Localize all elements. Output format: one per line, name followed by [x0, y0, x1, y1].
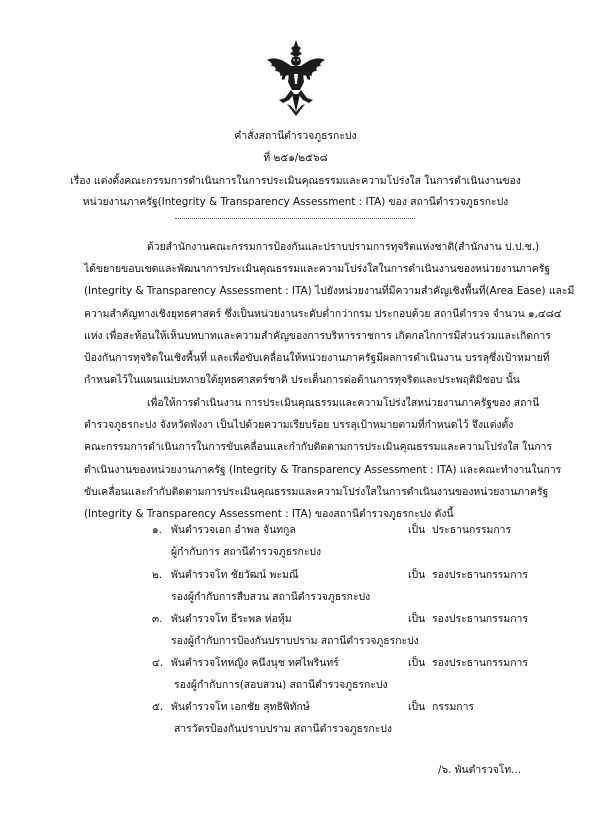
- paragraph2-line: คณะกรรมการดำเนินการในการขับเคลื่อนและกำกับติดตามการประเมินคุณธรรมและความโปร่งใส ในการ: [84, 441, 553, 453]
- garuda-emblem-icon: [265, 38, 327, 118]
- member-number: ๔.: [152, 657, 164, 669]
- member-name: พันตำรวจโทหญิง คนึงนุช ทศไพรินทร์: [171, 657, 339, 669]
- order-title: คำสั่งสถานีตำรวจภูธรกะปง: [234, 130, 357, 142]
- member-position: กรรมการ: [432, 701, 475, 713]
- member-number: ๓.: [152, 613, 163, 625]
- member-position: รองประธานกรรมการ: [432, 613, 528, 625]
- member-name: พันตำรวจโท ชัยวัฒน์ พะมณี: [171, 569, 299, 581]
- member-position: รองประธานกรรมการ: [432, 657, 528, 669]
- paragraph1-line: แห่ง เพื่อสะท้อนให้เห็นบทบาทและความสำคัญของการบริหารราชการ เกิดกลไกการมีส่วนร่วมและเกิดการ: [84, 330, 551, 342]
- member-name: พันตำรวจโท เอกชัย สุทธิพิทักษ์: [171, 701, 310, 713]
- paragraph1-line: ได้ขยายขอบเขตและพัฒนาการประเมินคุณธรรมและความโปร่งใสในการดำเนินงานของหน่วยงานภาครัฐ: [84, 263, 551, 275]
- order-number: ที่ ๒๕๑/๒๕๖๘: [263, 152, 328, 164]
- paragraph1-line: ป้องกันการทุจริตในเชิงพื้นที่ และเพื่อขับเคลื่อนให้หน่วยงานภาครัฐมีผลการดำเนินงาน บรรลุซึ่งเป้าหมายที่: [84, 352, 550, 364]
- member-position: รองประธานกรรมการ: [432, 569, 528, 581]
- member-role-prefix: เป็น: [408, 657, 426, 669]
- member-role-prefix: เป็น: [408, 524, 426, 536]
- paragraph1-line: ด้วยสำนักงานคณะกรรมการป้องกันและปราบปรามการทุจริตแห่งชาติ(สำนักงาน ป.ป.ช.): [147, 241, 540, 253]
- paragraph1-line: กำหนดไว้ในแผนแม่บทภายใต้ยุทธศาสตร์ชาติ ประเด็นการต่อต้านการทุจริตและประพฤติมิชอบ นั้น: [84, 374, 520, 386]
- member-role: รองผู้กำกับการสืบสวน สถานีตำรวจภูธรกะปง: [171, 591, 371, 603]
- paragraph2-line: ดำเนินงานของหน่วยงานภาครัฐ (Integrity & Transparency Assessment : ITA) และคณะทำงานในการ: [84, 464, 562, 476]
- paragraph2-line: (Integrity & Transparency Assessment : ITA) ของสถานีตำรวจภูธรกะปง ดังนี้: [84, 508, 454, 520]
- paragraph1-line: ความสำคัญทางเชิงยุทธศาสตร์ ซึ่งเป็นหน่วยงานระดับต่ำกว่ากรม ประกอบด้วย สถานีตำรวจ จำนวน ๑,๔๘๔: [84, 308, 562, 320]
- member-number: ๒.: [152, 569, 163, 581]
- member-role-prefix: เป็น: [408, 613, 426, 625]
- member-role: สารวัตรป้องกันปราบปราม สถานีตำรวจภูธรกะปง: [174, 723, 392, 735]
- member-position: ประธานกรรมการ: [432, 524, 512, 536]
- member-role: รองผู้กำกับการ(สอบสวน) สถานีตำรวจภูธรกะปง: [174, 679, 388, 691]
- member-name: พันตำรวจโท ธีระพล ห่อหุ้ม: [171, 613, 292, 625]
- member-number: ๕.: [152, 701, 164, 713]
- member-role: รองผู้กำกับการป้องกันปราบปราม สถานีตำรวจภูธรกะปง: [171, 635, 419, 647]
- member-name: พันตำรวจเอก อำพล จันทกูล: [171, 524, 296, 536]
- paragraph2-line: เพื่อให้การดำเนินงาน การประเมินคุณธรรมและความโปร่งใสหน่วยงานภาครัฐของ สถานี: [147, 397, 540, 409]
- continuation-marker: /๖. พันตำรวจโท...: [438, 764, 522, 776]
- paragraph2-line: ขับเคลื่อนและกำกับติดตามการประเมินคุณธรรมและความโปร่งใสในการดำเนินงานของหน่วยงานภาครัฐ: [84, 486, 549, 498]
- subject-line-1: เรื่อง แต่งตั้งคณะกรรมการดำเนินการในการประเมินคุณธรรมและความโปร่งใส ในการดำเนินงานของ: [70, 175, 521, 187]
- paragraph2-line: ตำรวจภูธรกะปง จังหวัดพังงา เป็นไปด้วยความเรียบร้อย บรรลุเป้าหมายตามที่กำหนดไว้ จึงแต่งตั้ง: [84, 419, 514, 431]
- member-number: ๑.: [152, 524, 162, 536]
- paragraph1-line: (Integrity & Transparency Assessment : ITA) ไปยังหน่วยงานที่มีความสำคัญเชิงพื้นที่(Area Ease) และมี: [84, 285, 575, 297]
- member-role: ผู้กำกับการ สถานีตำรวจภูธรกะปง: [171, 546, 322, 558]
- subject-line-2: หน่วยงานภาครัฐ(Integrity & Transparency Assessment : ITA) ของ สถานีตำรวจภูธรกะปง: [82, 196, 509, 208]
- member-role-prefix: เป็น: [408, 701, 426, 713]
- member-role-prefix: เป็น: [408, 569, 426, 581]
- separator-dotted-line: [175, 218, 415, 219]
